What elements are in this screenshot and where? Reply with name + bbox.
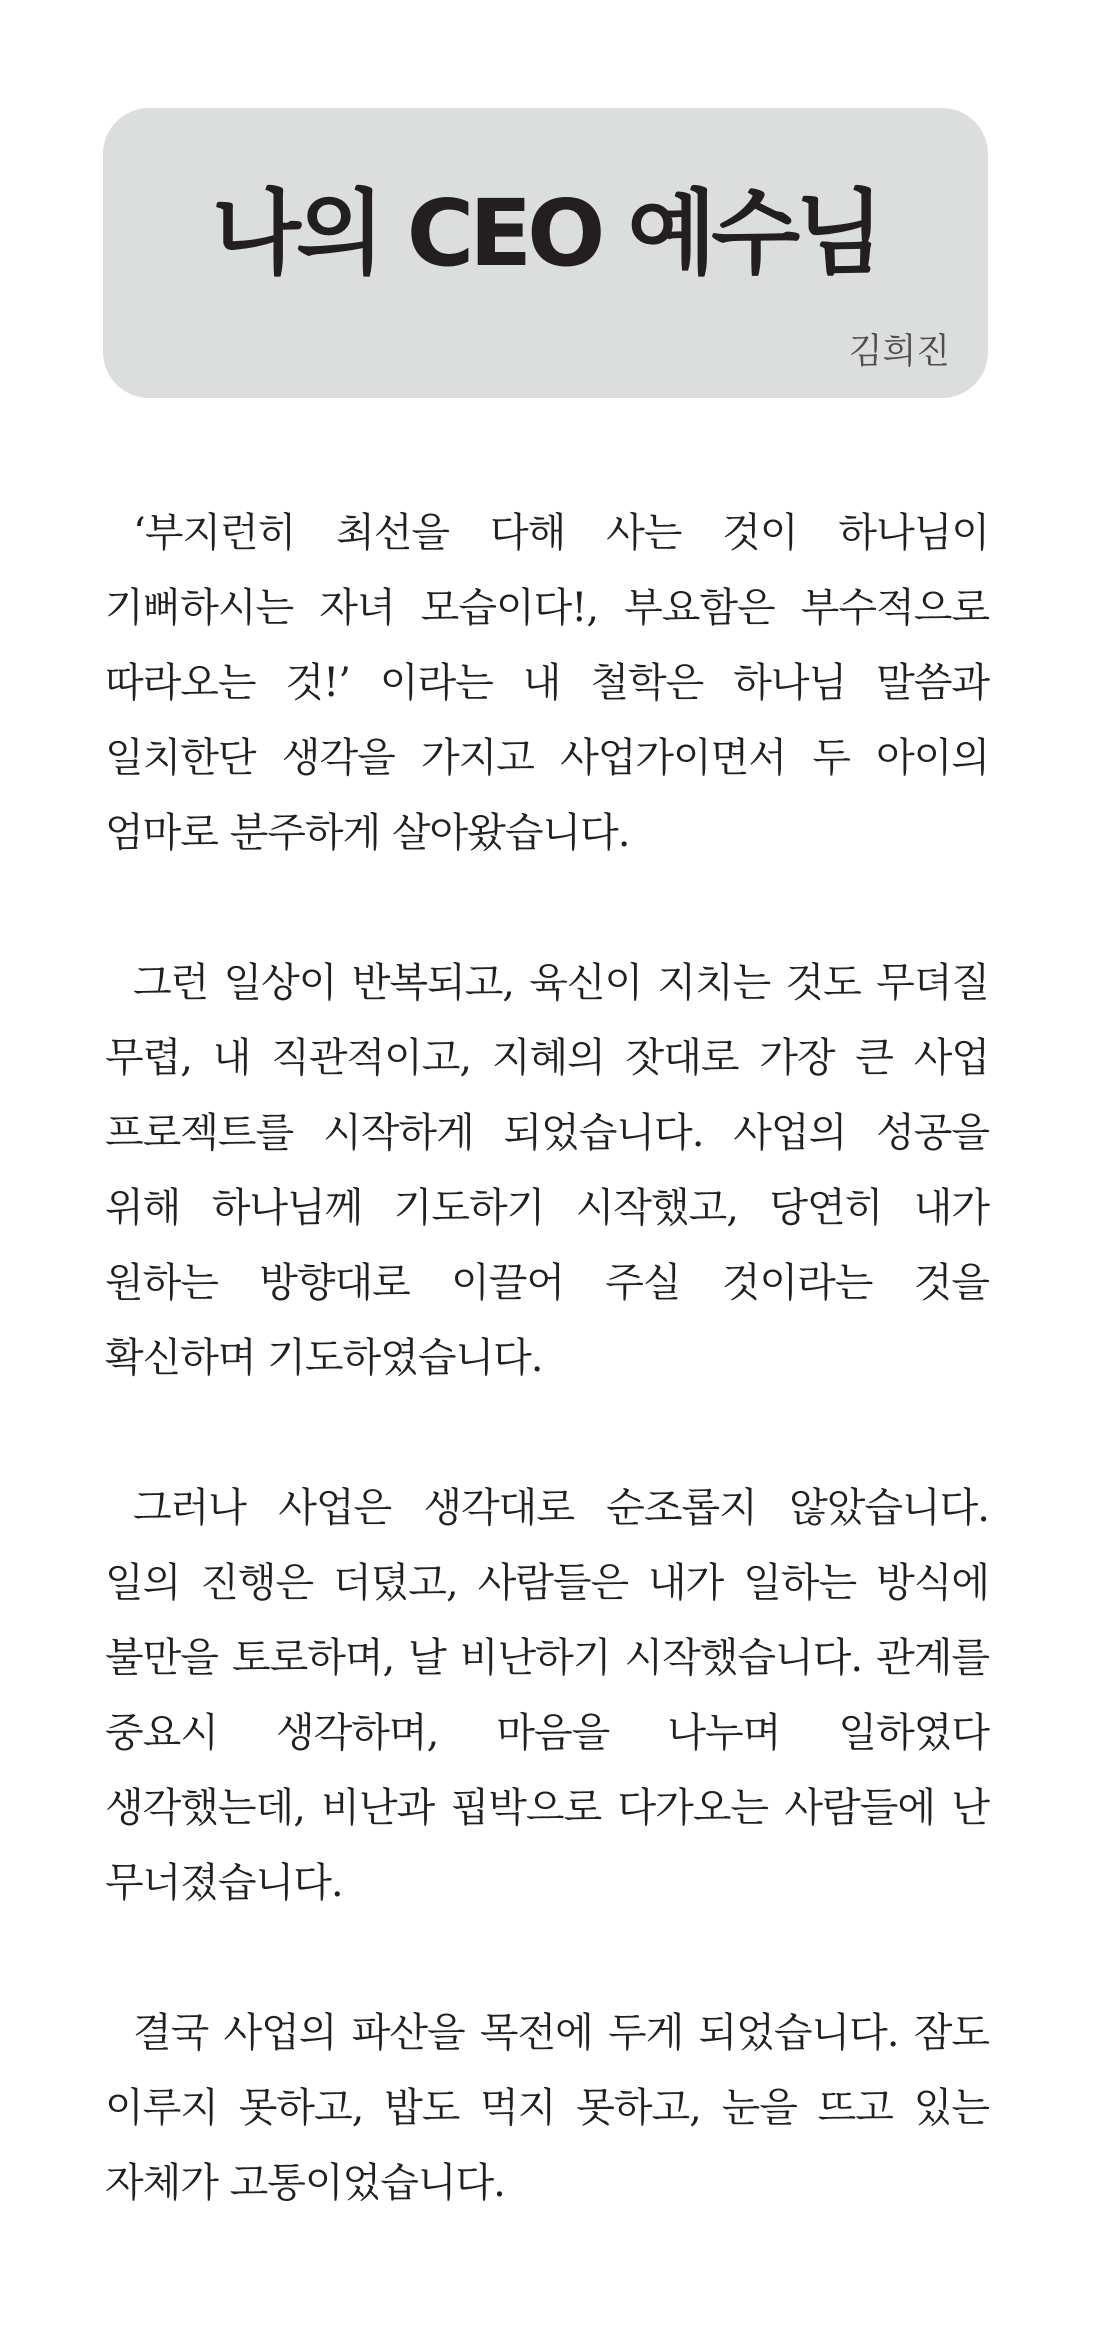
paragraph-1: ‘부지런히 최선을 다해 사는 것이 하나님이 기뻐하시는 자녀 모습이다!, 부요함은 부수적으로 따라오는 것!’ 이라는 내 철학은 하나님 말씀과 일치한단 생각을 가지고 사업가이면서 두 아이의 엄마로 분주하게 살아왔습니다. <box>105 510 989 856</box>
title-box <box>103 108 988 398</box>
paragraph-4: 결국 사업의 파산을 목전에 두게 되었습니다. 잠도 이루지 못하고, 밥도 먹지 못하고, 눈을 뜨고 있는 자체가 고통이었습니다. <box>105 2010 989 2206</box>
author-name: 김희진 <box>848 332 950 372</box>
page-title: 나의 CEO 예수님 <box>212 180 879 287</box>
paragraph-2: 그런 일상이 반복되고, 육신이 지치는 것도 무뎌질 무렵, 내 직관적이고, 지혜의 잣대로 가장 큰 사업 프로젝트를 시작하게 되었습니다. 사업의 성공을 위해 하나님께 기도하기 시작했고, 당연히 내가 원하는 방향대로 이끌어 주실 것이라는 것을 확신하며 기도하였습니다. <box>105 960 989 1381</box>
article-body <box>105 496 989 2296</box>
paragraph-3: 그러나 사업은 생각대로 순조롭지 않았습니다. 일의 진행은 더뎠고, 사람들은 내가 일하는 방식에 불만을 토로하며, 날 비난하기 시작했습니다. 관계를 중요시 생각하며, 마음을 나누며 일하였다 생각했는데, 비난과 핍박으로 다가오는 사람들에 난 무너졌습니다. <box>105 1485 989 1906</box>
